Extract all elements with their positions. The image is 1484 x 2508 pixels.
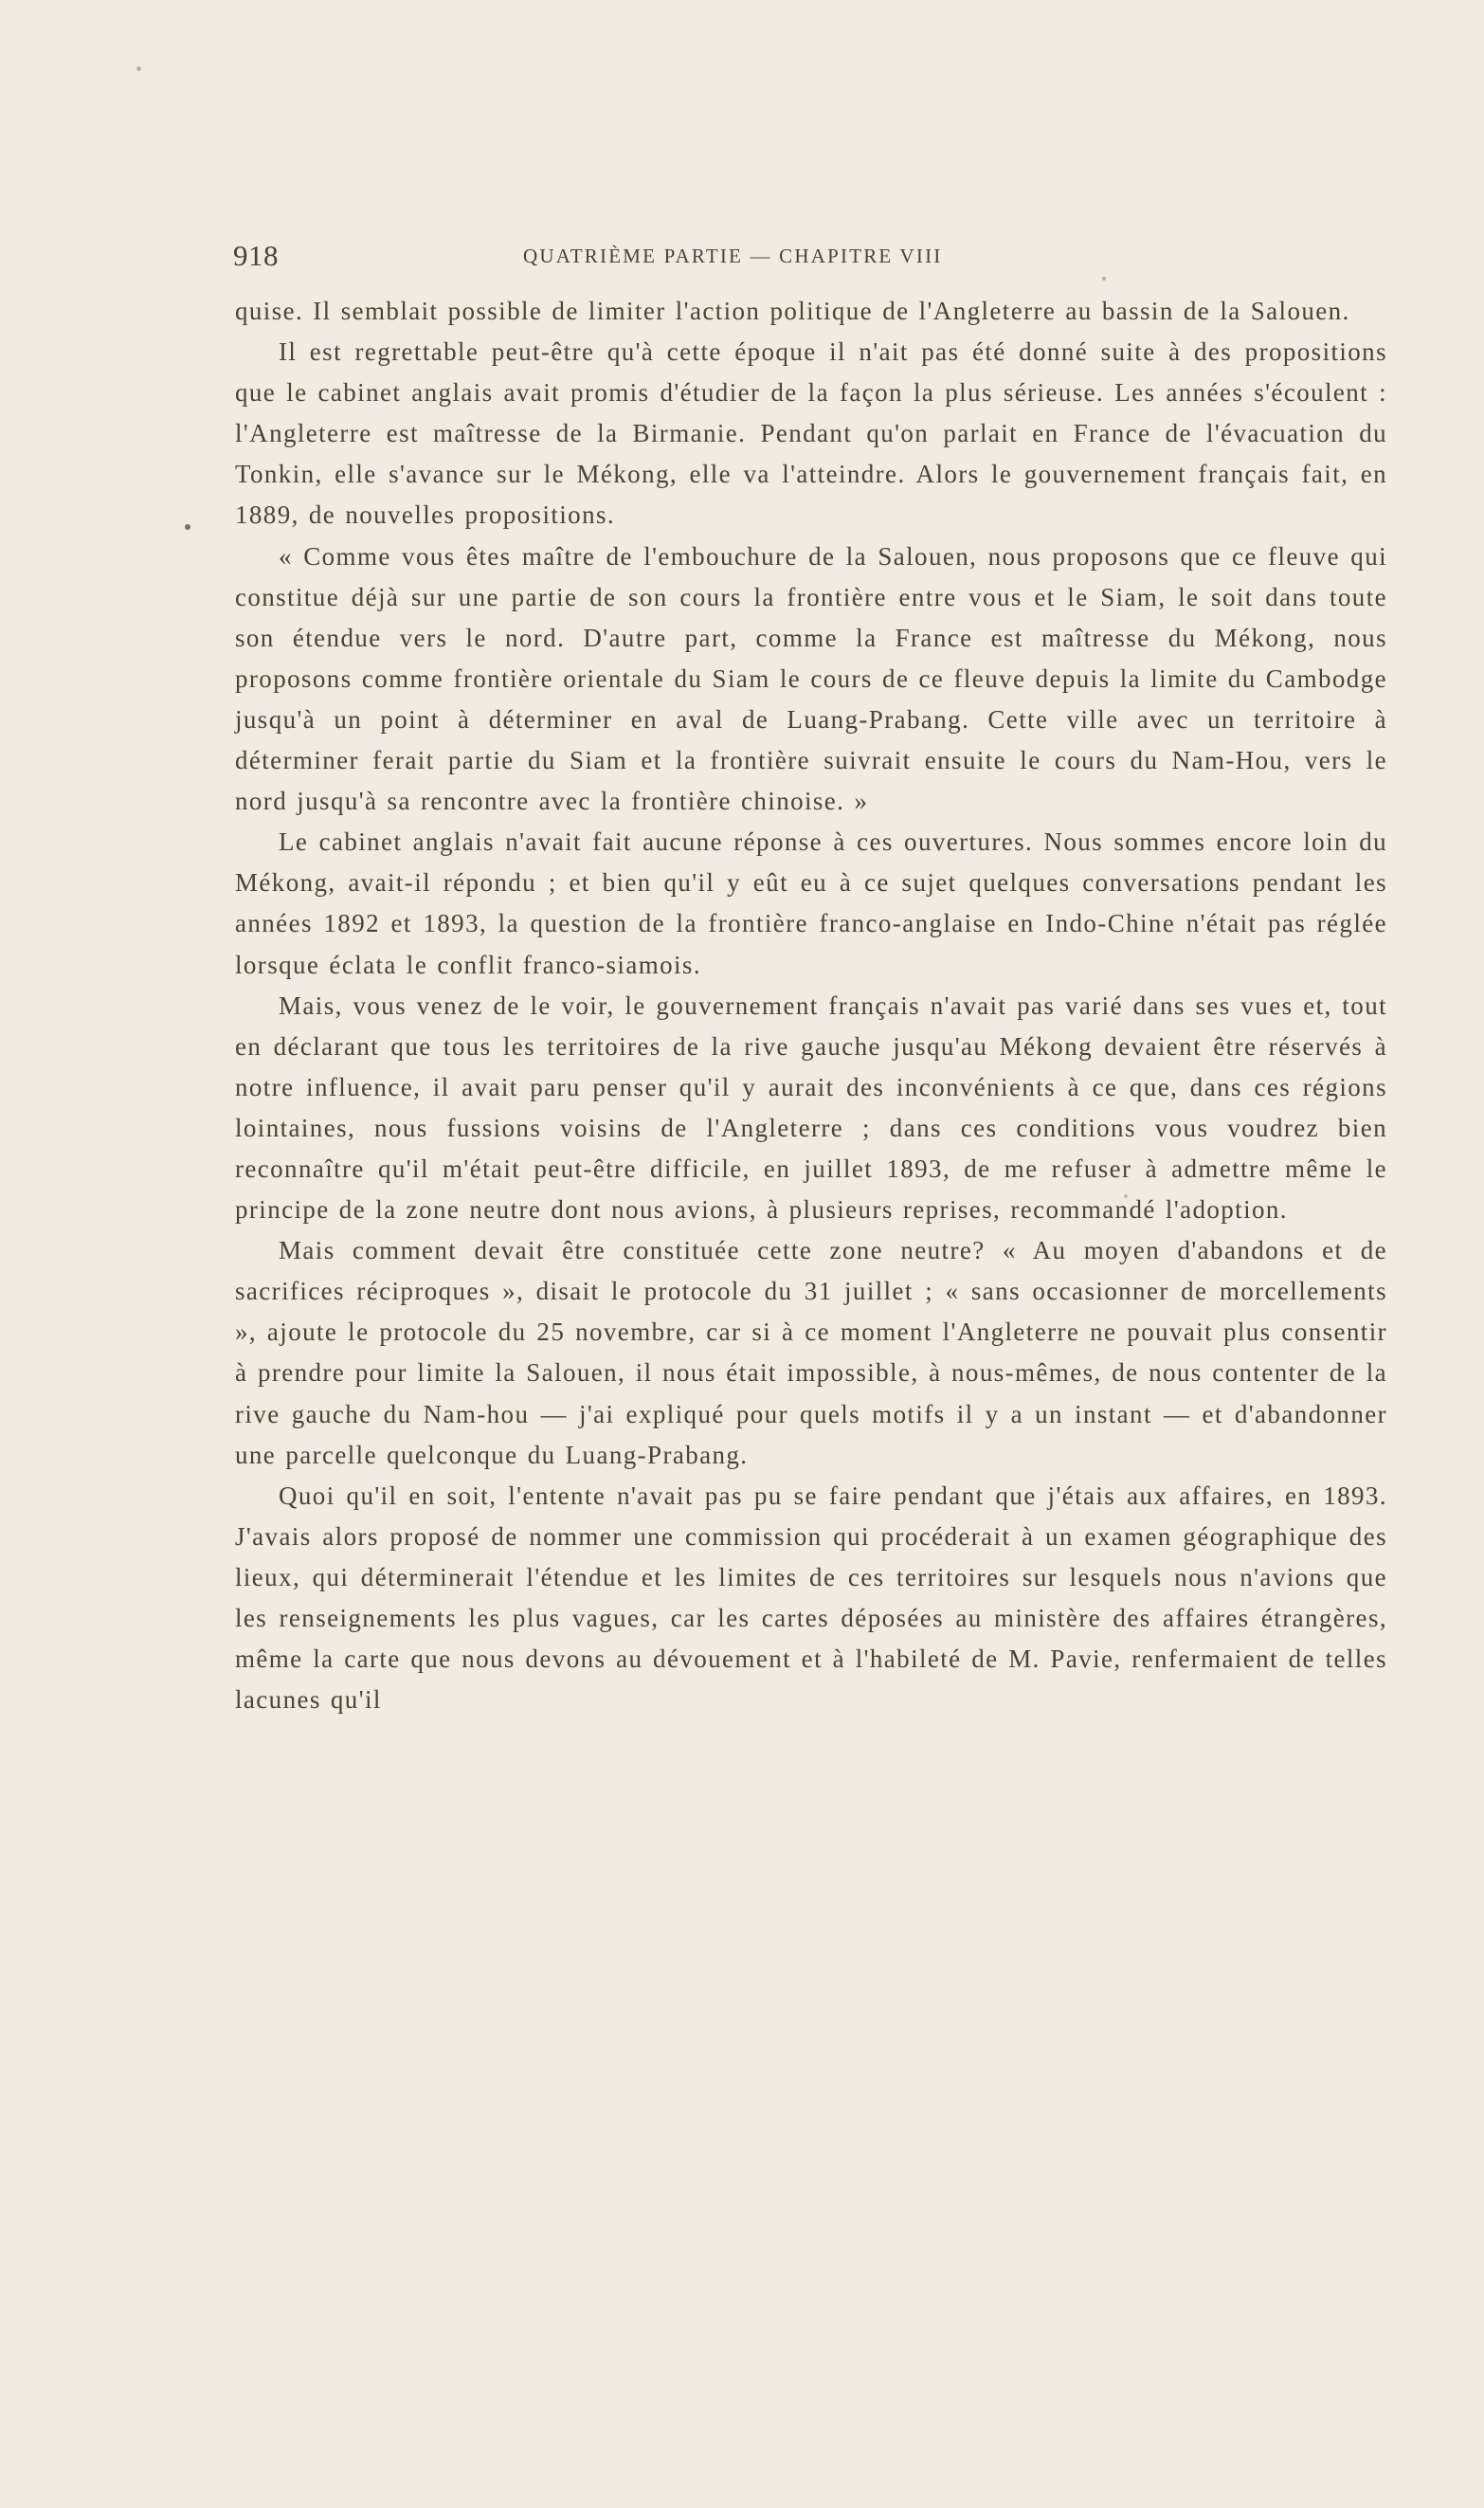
paper-speck: [185, 524, 190, 530]
body-text: [235, 291, 1387, 1720]
paragraph: Quoi qu'il en soit, l'entente n'avait pas pu se faire pendant que j'étais aux affaires, en 1893. J'avais alors proposé de nommer une commission qui procéderait à un examen géographique des lieux, qui déterminerait l'étendue et les limites de ces territoires sur lesquels nous n'avions que les renseignements les plus vagues, car les cartes déposées au ministère des affaires étrangères, même la carte que nous devons au dévouement et à l'habileté de M. Pavie, renfermaient de telles lacunes qu'il: [235, 1481, 1387, 1715]
paragraph: Mais comment devait être constituée cette zone neutre? « Au moyen d'abandons et de sacrifices réciproques », disait le protocole du 31 juillet ; « sans occasionner de morcellements », ajoute le protocole du 25 novembre, car si à ce moment l'Angleterre ne pouvait plus consentir à prendre pour limite la Salouen, il nous était impossible, à nous-mêmes, de nous contenter de la rive gauche du Nam-hou — j'ai expliqué pour quels motifs il y a un instant — et d'abandonner une parcelle quelconque du Luang-Prabang.: [235, 1236, 1387, 1469]
paragraph: Il est regrettable peut-être qu'à cette époque il n'ait pas été donné suite à des propositions que le cabinet anglais avait promis d'étudier de la façon la plus sérieuse. Les années s'écoulent : l'Angleterre est maîtresse de la Birmanie. Pendant qu'on parlait en France de l'évacuation du Tonkin, elle s'avance sur le Mékong, elle va l'atteindre. Alors le gouvernement français fait, en 1889, de nouvelles propositions.: [235, 337, 1387, 530]
paragraph: Le cabinet anglais n'avait fait aucune réponse à ces ouvertures. Nous sommes encore loin du Mékong, avait-il répondu ; et bien qu'il y eût eu à ce sujet quelques conversations pendant les années 1892 et 1893, la question de la frontière franco-anglaise en Indo-Chine n'était pas réglée lorsque éclata le conflit franco-siamois.: [235, 827, 1387, 979]
running-head: [233, 239, 1387, 273]
paper-speck: [136, 66, 141, 71]
paragraph: Mais, vous venez de le voir, le gouvernement français n'avait pas varié dans ses vues et, tout en déclarant que tous les territoires de la rive gauche jusqu'au Mékong devaient être réservés à notre influence, il avait paru penser qu'il y aurait des inconvénients à ce que, dans ces régions lointaines, nous fussions voisins de l'Angleterre ; dans ces conditions vous voudrez bien reconnaître qu'il m'était peut-être difficile, en juillet 1893, de me refuser à admettre même le principe de la zone neutre dont nous avions, à plusieurs reprises, recommandé l'adoption.: [235, 990, 1387, 1225]
paragraph: quise. Il semblait possible de limiter l'action politique de l'Angleterre au bassin de la Salouen.: [235, 297, 1350, 325]
paper-speck: [1102, 277, 1106, 281]
page-number: 918: [233, 239, 279, 272]
paragraph-quotation: « Comme vous êtes maître de l'embouchure de la Salouen, nous proposons que ce fleuve qui constitue déjà sur une partie de son cours la frontière entre vous et le Siam, le soit dans toute son étendue vers le nord. D'autre part, comme la France est maîtresse du Mékong, nous proposons comme frontière orientale du Siam le cours de ce fleuve depuis la limite du Cambodge jusqu'à un point à déterminer en aval de Luang-Prabang. Cette ville avec un territoire à déterminer ferait partie du Siam et la frontière suivrait ensuite le cours du Nam-Hou, vers le nord jusqu'à sa rencontre avec la frontière chinoise. »: [235, 541, 1387, 816]
running-title: QUATRIÈME PARTIE — CHAPITRE VIII: [523, 245, 943, 267]
